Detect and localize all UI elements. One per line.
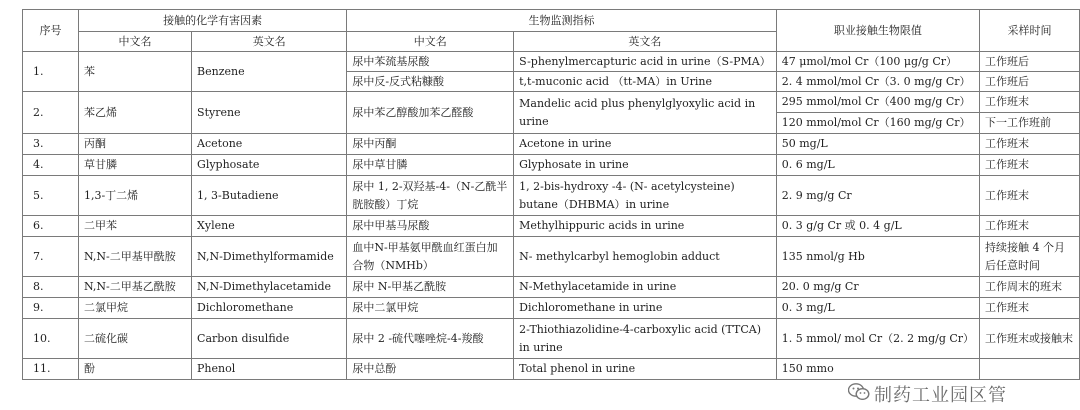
cell-limit: 1. 5 mmol/ mol Cr（2. 2 mg/g Cr） <box>776 319 979 359</box>
cell-no: 11. <box>23 359 79 380</box>
cell-en-name: Carbon disulfide <box>192 319 347 359</box>
watermark <box>844 383 1013 409</box>
cell-limit: 150 mmo <box>776 359 979 380</box>
cell-sampling: 下一工作班前 <box>980 113 1080 134</box>
header-row-1 <box>23 10 1080 32</box>
cell-cn-name: 二硫化碳 <box>78 319 191 359</box>
cell-cn-name: 二甲苯 <box>78 216 191 237</box>
cell-en-name: 1, 3-Butadiene <box>192 176 347 216</box>
cell-sampling: 工作班末 <box>980 155 1080 176</box>
cell-limit: 0. 3 g/g Cr 或 0. 4 g/L <box>776 216 979 237</box>
cell-no: 9. <box>23 298 79 319</box>
cell-en-name: N,N-Dimethylformamide <box>192 237 347 277</box>
cell-monitor-cn: 尿中总酚 <box>347 359 514 380</box>
header-monitor-group: 生物监测指标 <box>347 10 776 32</box>
cell-monitor-en: Dichloromethane in urine <box>514 298 777 319</box>
cell-sampling: 工作班后 <box>980 72 1080 92</box>
cell-no: 1. <box>23 52 79 92</box>
cell-limit: 20. 0 mg/g Cr <box>776 277 979 298</box>
header-hazard-group: 接触的化学有害因素 <box>78 10 346 32</box>
cell-limit: 50 mg/L <box>776 134 979 155</box>
cell-en-name: Benzene <box>192 52 347 92</box>
cell-sampling: 工作班末 <box>980 92 1080 113</box>
cell-cn-name: 丙酮 <box>78 134 191 155</box>
cell-cn-name: N,N-二甲基乙酰胺 <box>78 277 191 298</box>
cell-sampling: 工作周末的班末 <box>980 277 1080 298</box>
cell-monitor-en: Glyphosate in urine <box>514 155 777 176</box>
table-row <box>23 155 1080 176</box>
table-row <box>23 176 1080 216</box>
cell-sampling <box>980 359 1080 380</box>
cell-monitor-cn: 尿中草甘膦 <box>347 155 514 176</box>
cell-monitor-en: Total phenol in urine <box>514 359 777 380</box>
table-row <box>23 319 1080 359</box>
cell-cn-name: 苯乙烯 <box>78 92 191 134</box>
cell-sampling: 持续接触 4 个月后任意时间 <box>980 237 1080 277</box>
wechat-icon <box>848 383 870 409</box>
cell-limit: 135 nmol/g Hb <box>776 237 979 277</box>
cell-limit: 47 μmol/mol Cr（100 μg/g Cr） <box>776 52 979 72</box>
cell-no: 8. <box>23 277 79 298</box>
cell-en-name: Xylene <box>192 216 347 237</box>
cell-limit: 2. 9 mg/g Cr <box>776 176 979 216</box>
cell-limit: 295 mmol/mol Cr（400 mg/g Cr） <box>776 92 979 113</box>
cell-en-name: N,N-Dimethylacetamide <box>192 277 347 298</box>
cell-monitor-cn: 尿中苯乙醇酸加苯乙醛酸 <box>347 92 514 134</box>
cell-monitor-cn: 尿中丙酮 <box>347 134 514 155</box>
header-en-name: 英文名 <box>192 32 347 52</box>
cell-monitor-cn: 尿中苯巯基尿酸 <box>347 52 514 72</box>
cell-no: 7. <box>23 237 79 277</box>
cell-monitor-cn: 血中N-甲基氨甲酰血红蛋白加合物（NMHb） <box>347 237 514 277</box>
header-sampling: 采样时间 <box>980 10 1080 52</box>
cell-en-name: Phenol <box>192 359 347 380</box>
cell-monitor-cn: 尿中甲基马尿酸 <box>347 216 514 237</box>
cell-monitor-en: S-phenylmercapturic acid in urine（S-PMA） <box>514 52 777 72</box>
cell-monitor-en: 2-Thiothiazolidine-4-carboxylic acid (TTCA) in urine <box>514 319 777 359</box>
table-row <box>23 359 1080 380</box>
biomonitoring-limits-table <box>22 9 1080 380</box>
cell-limit: 0. 6 mg/L <box>776 155 979 176</box>
cell-limit: 0. 3 mg/L <box>776 298 979 319</box>
cell-sampling: 工作班末 <box>980 216 1080 237</box>
table-row <box>23 298 1080 319</box>
cell-cn-name: 草甘膦 <box>78 155 191 176</box>
header-monitor-en-name: 英文名 <box>514 32 777 52</box>
cell-en-name: Acetone <box>192 134 347 155</box>
cell-no: 6. <box>23 216 79 237</box>
cell-monitor-en: N-Methylacetamide in urine <box>514 277 777 298</box>
header-monitor-cn-name: 中文名 <box>347 32 514 52</box>
header-seq: 序号 <box>23 10 79 52</box>
cell-monitor-en: t,t-muconic acid （tt-MA）in Urine <box>514 72 777 92</box>
cell-cn-name: 酚 <box>78 359 191 380</box>
cell-no: 2. <box>23 92 79 134</box>
cell-no: 10. <box>23 319 79 359</box>
table-row <box>23 216 1080 237</box>
cell-monitor-cn: 尿中 N-甲基乙酰胺 <box>347 277 514 298</box>
table-row <box>23 277 1080 298</box>
cell-monitor-en: 1, 2-bis-hydroxy -4- (N- acetylcysteine) butane（DHBMA）in urine <box>514 176 777 216</box>
cell-en-name: Styrene <box>192 92 347 134</box>
table-row <box>23 52 1080 72</box>
cell-sampling: 工作班末 <box>980 134 1080 155</box>
cell-cn-name: 苯 <box>78 52 191 92</box>
cell-no: 4. <box>23 155 79 176</box>
cell-sampling: 工作班末 <box>980 176 1080 216</box>
cell-limit: 120 mmol/mol Cr（160 mg/g Cr） <box>776 113 979 134</box>
cell-monitor-en: N- methylcarbyl hemoglobin adduct <box>514 237 777 277</box>
cell-monitor-cn: 尿中反-反式粘糠酸 <box>347 72 514 92</box>
watermark-text: 制药工业园区管 <box>874 385 1007 406</box>
cell-cn-name: N,N-二甲基甲酰胺 <box>78 237 191 277</box>
cell-en-name: Dichloromethane <box>192 298 347 319</box>
table-row <box>23 237 1080 277</box>
cell-cn-name: 二氯甲烷 <box>78 298 191 319</box>
cell-no: 5. <box>23 176 79 216</box>
cell-monitor-en: Methylhippuric acids in urine <box>514 216 777 237</box>
cell-limit: 2. 4 mmol/mol Cr（3. 0 mg/g Cr） <box>776 72 979 92</box>
cell-monitor-en: Acetone in urine <box>514 134 777 155</box>
cell-en-name: Glyphosate <box>192 155 347 176</box>
cell-monitor-cn: 尿中 1, 2-双羟基-4-（N-乙酰半胱胺酸）丁烷 <box>347 176 514 216</box>
table-row <box>23 92 1080 113</box>
cell-monitor-cn: 尿中 2 -硫代噻唑烷-4-羧酸 <box>347 319 514 359</box>
cell-no: 3. <box>23 134 79 155</box>
cell-sampling: 工作班末 <box>980 298 1080 319</box>
header-limit: 职业接触生物限值 <box>776 10 979 52</box>
cell-sampling: 工作班末或接触末 <box>980 319 1080 359</box>
cell-monitor-en: Mandelic acid plus phenylglyoxylic acid in urine <box>514 92 777 134</box>
header-cn-name: 中文名 <box>78 32 191 52</box>
cell-sampling: 工作班后 <box>980 52 1080 72</box>
table-row <box>23 134 1080 155</box>
cell-monitor-cn: 尿中二氯甲烷 <box>347 298 514 319</box>
cell-cn-name: 1,3-丁二烯 <box>78 176 191 216</box>
